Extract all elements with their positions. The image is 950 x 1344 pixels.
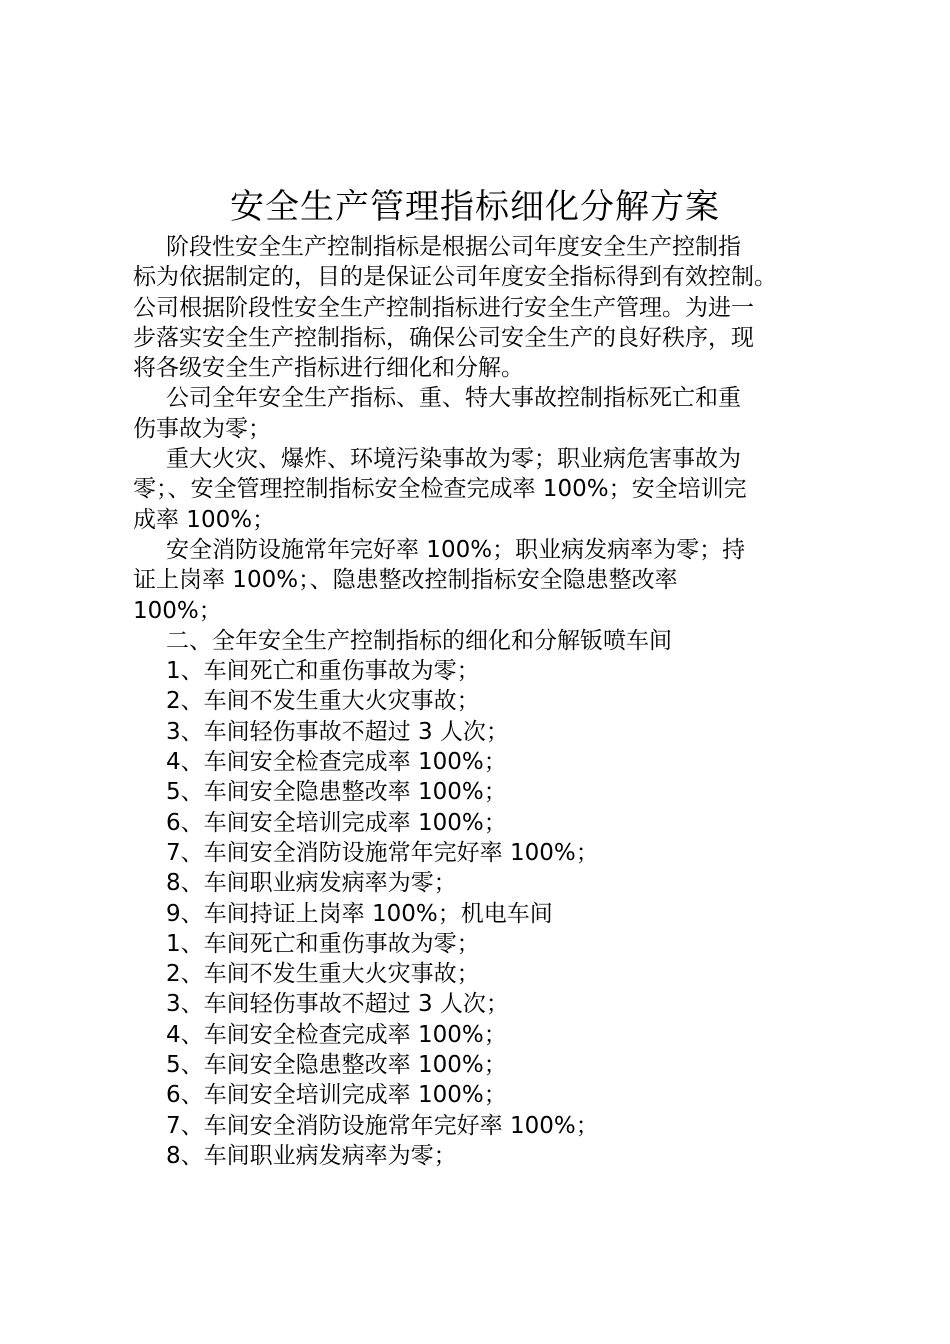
- body-line: 安全消防设施常年完好率 100%；职业病发病率为零；持: [166, 536, 746, 563]
- body-line: 标为依据制定的，目的是保证公司年度安全指标得到有效控制。: [133, 264, 777, 291]
- body-line: 零；、安全管理控制指标安全检查完成率 100%；安全培训完: [133, 476, 747, 503]
- body-line: 3、车间轻伤事故不超过 3 人次；: [166, 991, 509, 1018]
- body-line: 6、车间安全培训完成率 100%；: [166, 809, 507, 836]
- body-line: 二、全年安全生产控制指标的细化和分解钣喷车间: [166, 627, 672, 654]
- body-line: 5、车间安全隐患整改率 100%；: [166, 1052, 507, 1079]
- body-line: 7、车间安全消防设施常年完好率 100%；: [166, 839, 599, 866]
- body-line: 8、车间职业病发病率为零；: [166, 870, 457, 897]
- body-line: 6、车间安全培训完成率 100%；: [166, 1082, 507, 1109]
- body-line: 1、车间死亡和重伤事故为零；: [166, 930, 480, 957]
- body-line: 4、车间安全检查完成率 100%；: [166, 1021, 507, 1048]
- body-line: 公司根据阶段性安全生产控制指标进行安全生产管理。为进一: [133, 294, 754, 321]
- body-line: 成率 100%；: [133, 506, 276, 533]
- body-line: 9、车间持证上岗率 100%；机电车间: [166, 900, 553, 927]
- body-line: 公司全年安全生产指标、重、特大事故控制指标死亡和重: [166, 385, 741, 412]
- body-line: 将各级安全生产指标进行细化和分解。: [133, 355, 524, 382]
- body-line: 步落实安全生产控制指标，确保公司安全生产的良好秩序，现: [133, 324, 754, 351]
- document-body: [133, 232, 833, 1171]
- body-line: 重大火灾、爆炸、环境污染事故为零；职业病危害事故为: [166, 446, 741, 473]
- body-line: 7、车间安全消防设施常年完好率 100%；: [166, 1112, 599, 1139]
- body-line: 证上岗率 100%；、隐患整改控制指标安全隐患整改率: [133, 567, 678, 594]
- body-line: 4、车间安全检查完成率 100%；: [166, 749, 507, 776]
- body-line: 2、车间不发生重大火灾事故；: [166, 688, 480, 715]
- body-line: 伤事故为零；: [133, 415, 271, 442]
- body-line: 2、车间不发生重大火灾事故；: [166, 961, 480, 988]
- body-line: 3、车间轻伤事故不超过 3 人次；: [166, 718, 509, 745]
- body-line: 1、车间死亡和重伤事故为零；: [166, 658, 480, 685]
- body-line: 5、车间安全隐患整改率 100%；: [166, 779, 507, 806]
- body-line: 阶段性安全生产控制指标是根据公司年度安全生产控制指: [166, 234, 741, 260]
- document-title: 安全生产管理指标细化分解方案: [230, 187, 720, 227]
- body-line: 100%；: [133, 597, 222, 624]
- body-line: 8、车间职业病发病率为零；: [166, 1142, 457, 1169]
